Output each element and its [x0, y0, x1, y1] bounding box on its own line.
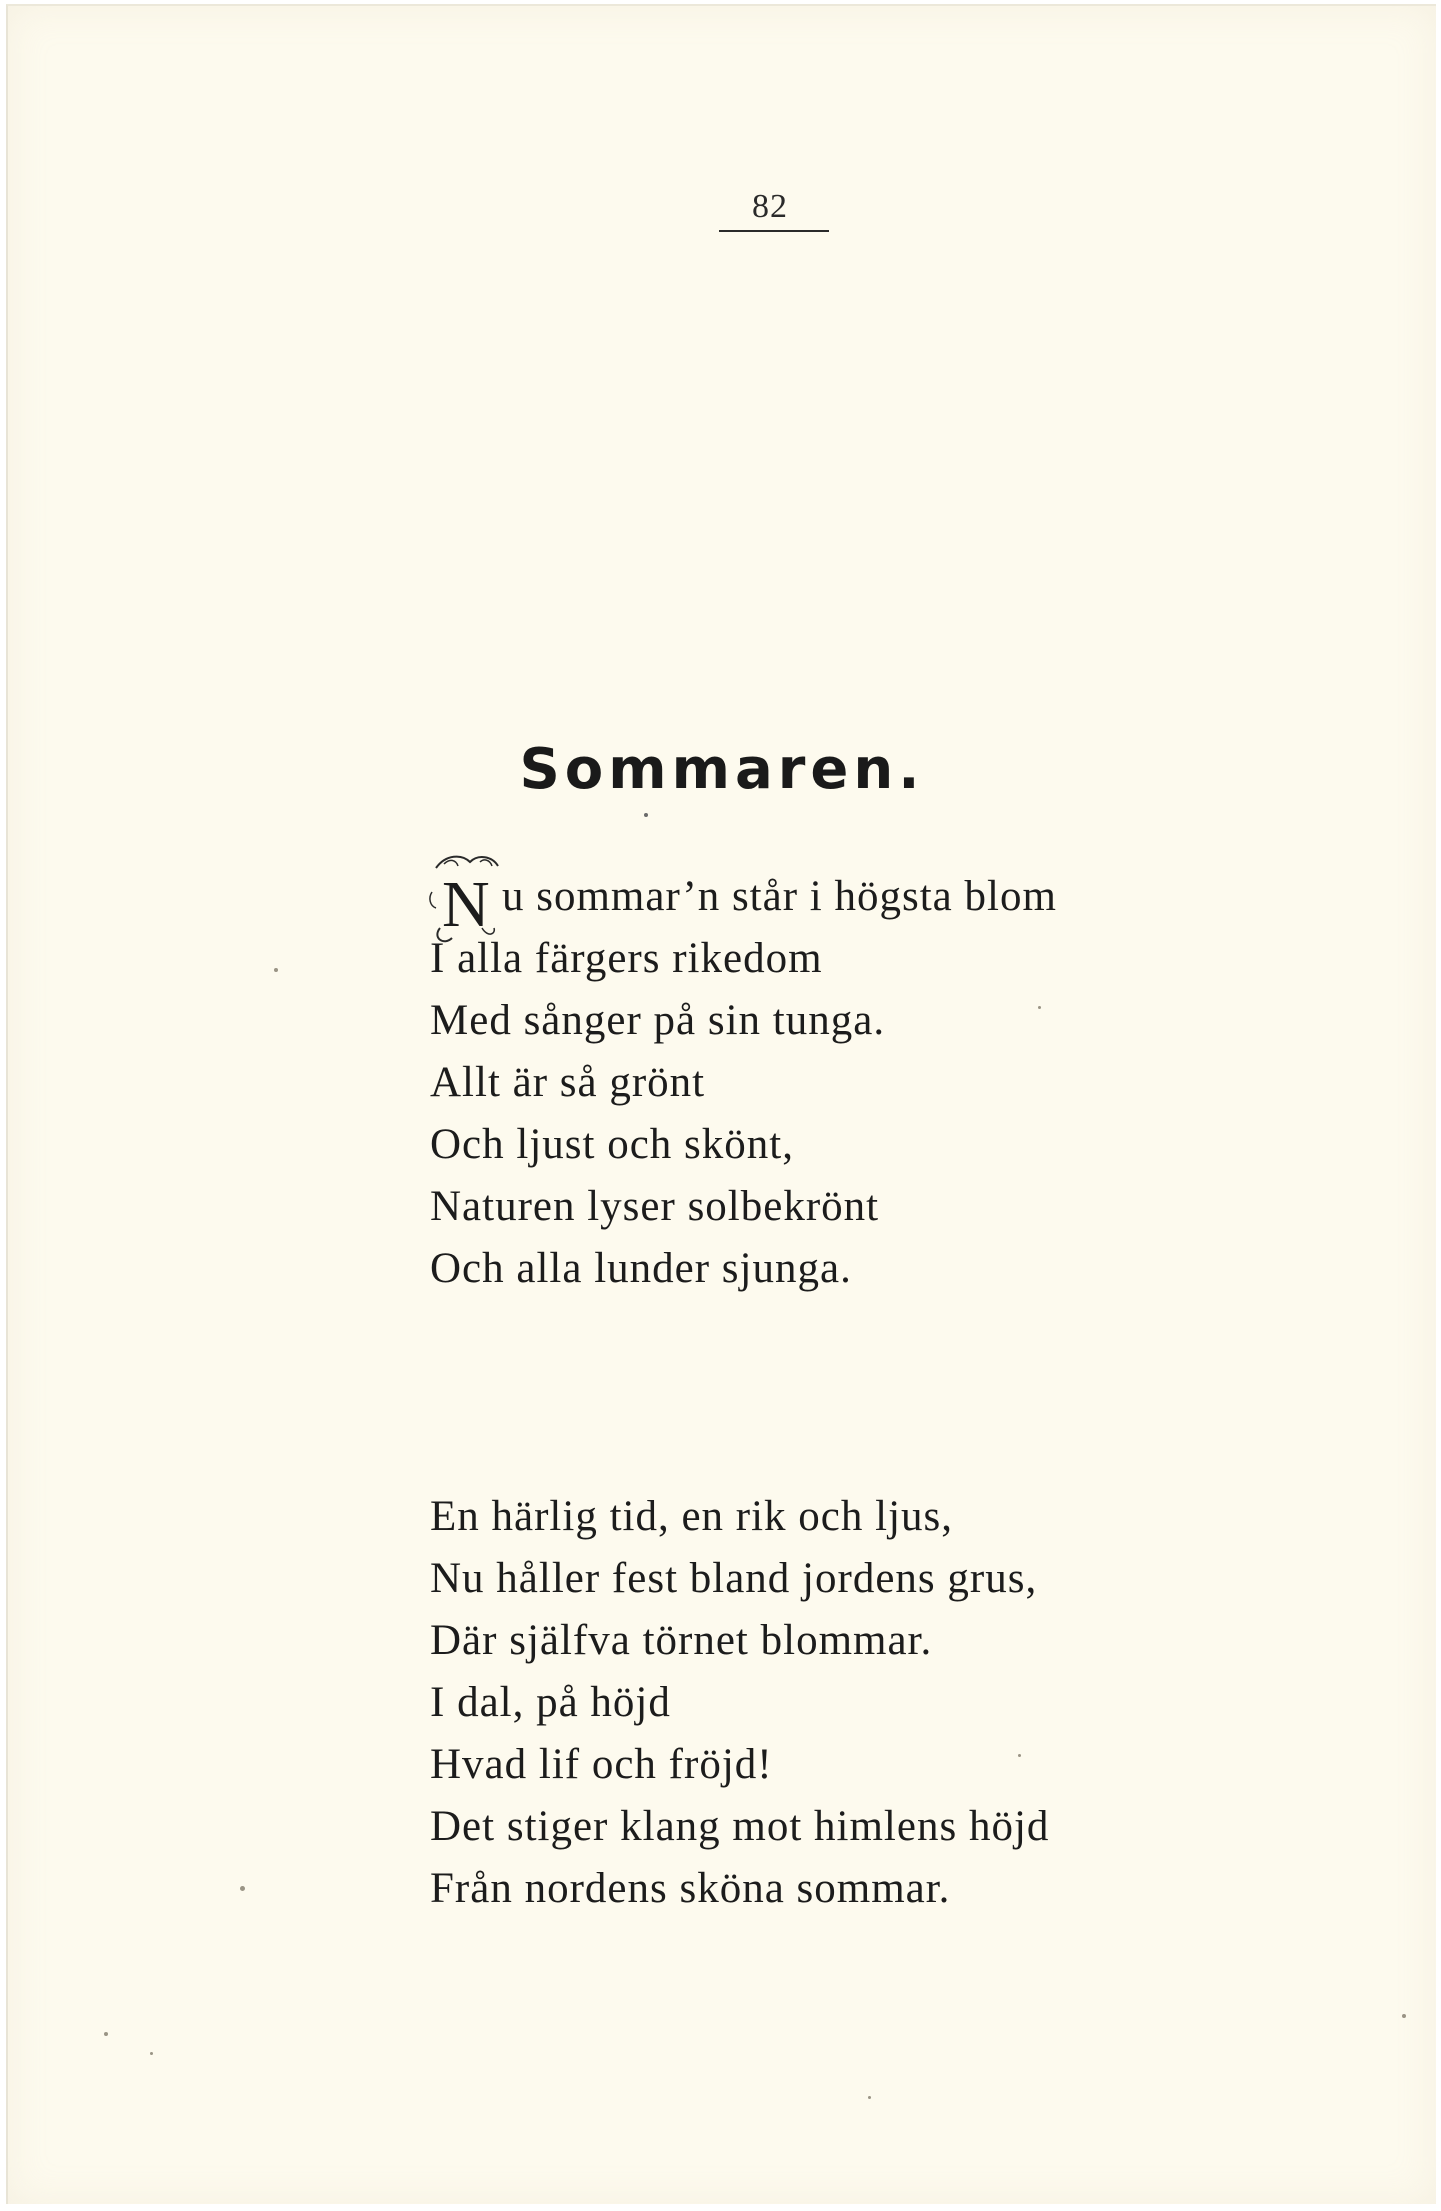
ink-speck: [104, 2032, 108, 2036]
poem-line: Naturen lyser solbekrönt: [430, 1183, 880, 1230]
poem-line: Det stiger klang mot himlens höjd: [430, 1803, 1050, 1850]
book-page: [6, 4, 1436, 2204]
poem-line: Där själfva törnet blommar.: [430, 1617, 933, 1664]
ornate-n-initial-icon: [422, 848, 508, 948]
poem-line: Och alla lunder sjunga.: [430, 1245, 852, 1292]
ink-speck: [1038, 1006, 1041, 1009]
poem-line: Nu håller fest bland jordens grus,: [430, 1555, 1038, 1602]
stanza-2: [430, 1486, 1049, 1920]
poem-title: Sommaren.: [519, 736, 925, 802]
ink-speck: [150, 2052, 153, 2055]
poem-line: Allt är så grönt: [430, 1059, 706, 1106]
ink-speck: [1018, 1754, 1021, 1757]
ink-speck: [240, 1886, 245, 1891]
svg-text:N: N: [442, 868, 491, 941]
poem-line: Och ljust och skönt,: [430, 1121, 794, 1168]
ornate-drop-cap: [430, 866, 502, 941]
poem-line: Från nordens sköna sommar.: [430, 1865, 951, 1912]
poem-line: Med sånger på sin tunga.: [430, 997, 886, 1044]
poem-line: I alla färgers rikedom: [430, 935, 823, 982]
page-number-rule: [719, 230, 829, 232]
page-number: 82: [752, 188, 788, 225]
poem-line: [430, 866, 1057, 941]
poem-line: I dal, på höjd: [430, 1679, 671, 1726]
poem-line: En härlig tid, en rik och ljus,: [430, 1493, 954, 1540]
ink-speck: [274, 968, 278, 972]
poem-line: Hvad lif och fröjd!: [430, 1741, 773, 1788]
ink-speck: [644, 813, 648, 817]
stanza-1: [430, 866, 1057, 1300]
ink-speck: [1402, 2014, 1406, 2018]
ink-speck: [868, 2096, 871, 2099]
poem-line-text: u sommar’n står i högsta blom: [502, 873, 1057, 920]
